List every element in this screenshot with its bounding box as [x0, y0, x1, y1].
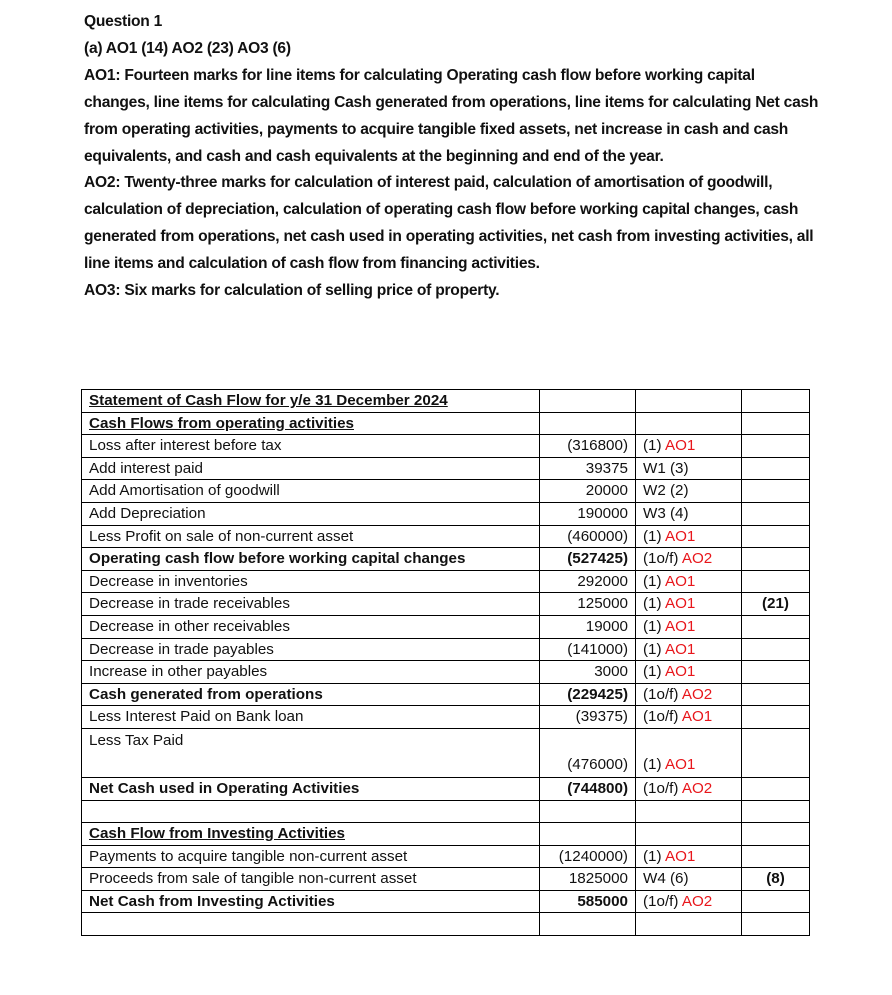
row-label: Loss after interest before tax: [89, 437, 282, 455]
amount-cell: 3000: [540, 661, 636, 684]
table-row: [82, 890, 810, 913]
mark-allocation-cell: [636, 777, 742, 800]
assessment-objective-tag: AO1: [664, 663, 696, 681]
row-label-cell: [82, 706, 540, 729]
row-label-cell: [82, 913, 540, 936]
section-total-marks-cell: (8): [742, 868, 810, 891]
assessment-objective-tag: AO1: [664, 640, 696, 658]
row-label-cell: [82, 868, 540, 891]
amount-cell: 19000: [540, 615, 636, 638]
row-label-cell: [82, 823, 540, 846]
row-label-cell: [82, 638, 540, 661]
table-row: [82, 548, 810, 571]
row-label-cell: [82, 525, 540, 548]
mark-text: (1): [643, 640, 662, 658]
row-label: Net Cash used in Operating Activities: [89, 779, 360, 797]
assessment-objective-tag: AO1: [664, 437, 696, 455]
section-total-marks-cell: [742, 390, 810, 413]
mark-text: (1): [643, 595, 662, 613]
mark-allocation-cell: [636, 480, 742, 503]
amount-cell: 585000: [540, 890, 636, 913]
amount-cell: (39375): [540, 706, 636, 729]
section-total-marks-cell: [742, 548, 810, 571]
amount-cell: (141000): [540, 638, 636, 661]
section-total-marks-cell: [742, 913, 810, 936]
mark-text: (1): [643, 572, 662, 590]
table-row: [82, 390, 810, 413]
assessment-objective-tag: AO2: [681, 685, 713, 703]
section-total-marks-cell: [742, 435, 810, 458]
mark-allocation-cell: [636, 548, 742, 571]
section-total-marks-cell: [742, 570, 810, 593]
section-total-marks-cell: [742, 638, 810, 661]
table-row: [82, 845, 810, 868]
row-label: Decrease in trade receivables: [89, 595, 290, 613]
table-row: [82, 525, 810, 548]
section-total-marks-cell: [742, 777, 810, 800]
assessment-objective-tag: AO1: [664, 572, 696, 590]
mark-text: (1o/f): [643, 685, 679, 703]
mark-allocation-cell: [636, 412, 742, 435]
table-row: [82, 683, 810, 706]
table-row: [82, 412, 810, 435]
row-label-cell: [82, 548, 540, 571]
mark-text: (1): [643, 847, 662, 865]
amount-cell: (460000): [540, 525, 636, 548]
row-label: Decrease in other receivables: [89, 617, 290, 635]
row-label: Add Amortisation of goodwill: [89, 482, 280, 500]
mark-text: (1o/f): [643, 550, 679, 568]
amount-cell: (229425): [540, 683, 636, 706]
mark-allocation-cell: [636, 661, 742, 684]
mark-allocation-cell: [636, 845, 742, 868]
row-label-cell: [82, 593, 540, 616]
mark-allocation-cell: [636, 913, 742, 936]
table-row: [82, 777, 810, 800]
mark-allocation-cell: [636, 728, 742, 777]
assessment-objective-tag: AO2: [681, 550, 713, 568]
mark-text: (1): [643, 617, 662, 635]
row-label: Cash generated from operations: [89, 685, 323, 703]
ao1-description: AO1: Fourteen marks for line items for calculating Operating cash flow before working capital changes, line items for calculating Cash generated from operations, line items for calculating Net cash from operating activities, payments to acquire tangible fixed assets, net increase in cash and cash equivalents, and cash and cash equivalents at the beginning and end of the year.: [84, 66, 819, 165]
amount-cell: 1825000: [540, 868, 636, 891]
row-label: Add interest paid: [89, 459, 203, 477]
assessment-objective-tag: AO1: [664, 755, 696, 773]
row-label: Operating cash flow before working capital changes: [89, 550, 466, 568]
section-total-marks-cell: [742, 661, 810, 684]
ao3-description: AO3: Six marks for calculation of selling price of property.: [84, 282, 500, 300]
mark-text: (1): [643, 437, 662, 455]
row-label-cell: [82, 502, 540, 525]
amount-cell: (527425): [540, 548, 636, 571]
amount-cell: 292000: [540, 570, 636, 593]
section-total-marks-cell: [742, 823, 810, 846]
mark-allocation-cell: [636, 823, 742, 846]
table-row: [82, 706, 810, 729]
mark-text: (1): [643, 663, 662, 681]
mark-allocation-cell: [636, 868, 742, 891]
row-label-cell: [82, 800, 540, 823]
table-row: [82, 480, 810, 503]
assessment-objective-tag: AO2: [681, 779, 713, 797]
amount-cell: [540, 800, 636, 823]
mark-allocation-cell: [636, 390, 742, 413]
question-title: Question 1: [84, 13, 163, 30]
mark-allocation-cell: [636, 525, 742, 548]
section-heading: Cash Flow from Investing Activities: [89, 825, 345, 843]
assessment-objective-tag: AO1: [664, 617, 696, 635]
mark-text: (1o/f): [643, 779, 679, 797]
mark-text: (1): [643, 527, 662, 545]
row-label-cell: [82, 661, 540, 684]
table-row: [82, 661, 810, 684]
mark-text: (1): [643, 755, 662, 773]
amount-cell: [540, 913, 636, 936]
assessment-objective-tag: AO1: [664, 527, 696, 545]
ao2-description: AO2: Twenty-three marks for calculation of interest paid, calculation of amortisation of goodwill, calculation of depreciation, calculation of operating cash flow before working capital changes, cash generated from operations, net cash used in operating activities, net cash from investing activities, all line items and calculation of cash flow from financing activities.: [84, 174, 814, 273]
mark-allocation-cell: [636, 593, 742, 616]
row-label: Increase in other payables: [89, 663, 268, 681]
section-total-marks-cell: [742, 706, 810, 729]
row-label: Proceeds from sale of tangible non-current asset: [89, 870, 417, 888]
table-row: [82, 868, 810, 891]
row-label: Net Cash from Investing Activities: [89, 892, 335, 910]
row-label: Less Profit on sale of non-current asset: [89, 527, 354, 545]
cash-flow-statement-table: [81, 389, 810, 936]
amount-cell: [540, 412, 636, 435]
amount-cell: (476000): [540, 728, 636, 777]
section-total-marks-cell: [742, 890, 810, 913]
row-label-cell: [82, 480, 540, 503]
table-row: [82, 728, 810, 777]
row-label: Less Interest Paid on Bank loan: [89, 708, 304, 726]
assessment-objective-tag: AO2: [681, 892, 713, 910]
section-heading: Statement of Cash Flow for y/e 31 December 2024: [89, 392, 448, 409]
amount-cell: [540, 390, 636, 413]
section-total-marks-cell: [742, 728, 810, 777]
row-label: Less Tax Paid: [89, 731, 184, 749]
section-total-marks-cell: [742, 502, 810, 525]
table-row: [82, 638, 810, 661]
mark-allocation-cell: [636, 638, 742, 661]
row-label-cell: [82, 683, 540, 706]
mark-allocation-cell: [636, 615, 742, 638]
table-row: [82, 823, 810, 846]
mark-text: (1o/f): [643, 708, 679, 726]
row-label: Payments to acquire tangible non-current asset: [89, 847, 408, 865]
row-label-cell: [82, 435, 540, 458]
mark-allocation-cell: [636, 706, 742, 729]
table-row: [82, 570, 810, 593]
mark-text: W1 (3): [643, 459, 689, 477]
marking-scheme-intro: [84, 9, 824, 305]
table-row: [82, 435, 810, 458]
mark-allocation-cell: [636, 570, 742, 593]
row-label-cell: [82, 412, 540, 435]
row-label-cell: [82, 390, 540, 413]
amount-cell: [540, 823, 636, 846]
table-row: [82, 593, 810, 616]
mark-text: W4 (6): [643, 870, 689, 888]
section-total-marks-cell: [742, 525, 810, 548]
section-total-marks-cell: [742, 845, 810, 868]
amount-cell: (316800): [540, 435, 636, 458]
mark-text: W3 (4): [643, 504, 689, 522]
section-total-marks-cell: [742, 683, 810, 706]
row-label: Decrease in trade payables: [89, 640, 274, 658]
section-heading: Cash Flows from operating activities: [89, 414, 354, 432]
assessment-objective-tag: AO1: [664, 595, 696, 613]
table-row: [82, 457, 810, 480]
row-label-cell: [82, 777, 540, 800]
mark-allocation-cell: [636, 502, 742, 525]
row-label-cell: [82, 845, 540, 868]
section-total-marks-cell: [742, 480, 810, 503]
cash-flow-table-body: [82, 390, 810, 936]
row-label-cell: [82, 890, 540, 913]
row-label: Add Depreciation: [89, 504, 206, 522]
mark-allocation-cell: [636, 800, 742, 823]
section-total-marks-cell: (21): [742, 593, 810, 616]
amount-cell: (1240000): [540, 845, 636, 868]
section-total-marks-cell: [742, 615, 810, 638]
mark-allocation-cell: [636, 457, 742, 480]
assessment-objective-tag: AO1: [664, 847, 696, 865]
section-total-marks-cell: [742, 457, 810, 480]
section-total-marks-cell: [742, 800, 810, 823]
table-row: [82, 800, 810, 823]
mark-allocation-cell: [636, 890, 742, 913]
mark-text: (1o/f): [643, 892, 679, 910]
table-row: [82, 913, 810, 936]
row-label-cell: [82, 457, 540, 480]
mark-allocation-cell: [636, 435, 742, 458]
table-row: [82, 615, 810, 638]
row-label-cell: [82, 570, 540, 593]
amount-cell: 125000: [540, 593, 636, 616]
amount-cell: 20000: [540, 480, 636, 503]
mark-text: W2 (2): [643, 482, 689, 500]
section-total-marks-cell: [742, 412, 810, 435]
assessment-objective-tag: AO1: [681, 708, 713, 726]
mark-allocation-cell: [636, 683, 742, 706]
amount-cell: 39375: [540, 457, 636, 480]
amount-cell: (744800): [540, 777, 636, 800]
assessment-objective-summary: (a) AO1 (14) AO2 (23) AO3 (6): [84, 39, 291, 57]
row-label-cell: [82, 728, 540, 777]
amount-cell: 190000: [540, 502, 636, 525]
table-row: [82, 502, 810, 525]
row-label: Decrease in inventories: [89, 572, 248, 590]
row-label-cell: [82, 615, 540, 638]
